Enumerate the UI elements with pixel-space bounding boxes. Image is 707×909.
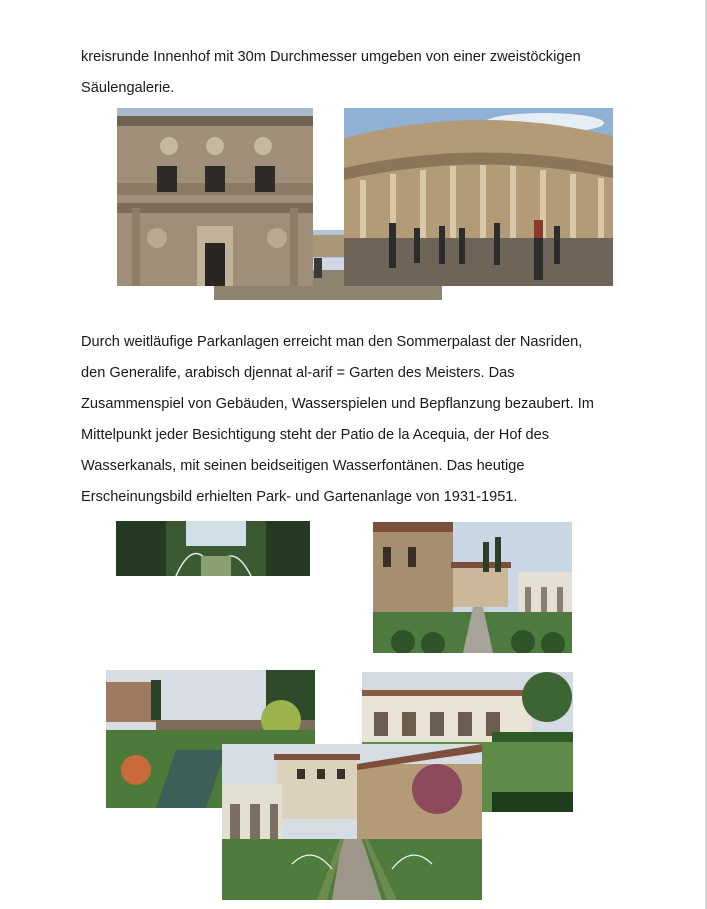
text-line: den Generalife, arabisch djennat al-arif = Garten des Meisters. Das: [81, 365, 515, 381]
photo-palace-facade: [117, 108, 313, 286]
paragraph-generalife: [81, 327, 641, 513]
text-line: kreisrunde Innenhof mit 30m Durchmesser umgeben von einer zweistöckigen: [81, 49, 581, 65]
text-line: Säulengalerie.: [81, 80, 175, 96]
text-line: Mittelpunkt jeder Besichtigung steht der Patio de la Acequia, der Hof des: [81, 427, 550, 443]
photo-palace-water-channel: [222, 744, 482, 900]
photo-patio-de-la-acequia: [373, 522, 572, 653]
text-line: Erscheinungsbild erhielten Park- und Gartenanlage von 1931-1951.: [81, 489, 518, 505]
text-line: Durch weitläufige Parkanlagen erreicht man den Sommerpalast der Nasriden,: [81, 334, 583, 350]
photo-garden-fountains: [116, 521, 310, 576]
photo-circular-courtyard: [344, 108, 613, 286]
paragraph-palace-courtyard: [81, 42, 641, 104]
text-line: Zusammenspiel von Gebäuden, Wasserspielen und Bepflanzung bezaubert. Im: [81, 396, 594, 412]
text-line: Wasserkanals, mit seinen beidseitigen Wasserfontänen. Das heutige: [81, 458, 525, 474]
